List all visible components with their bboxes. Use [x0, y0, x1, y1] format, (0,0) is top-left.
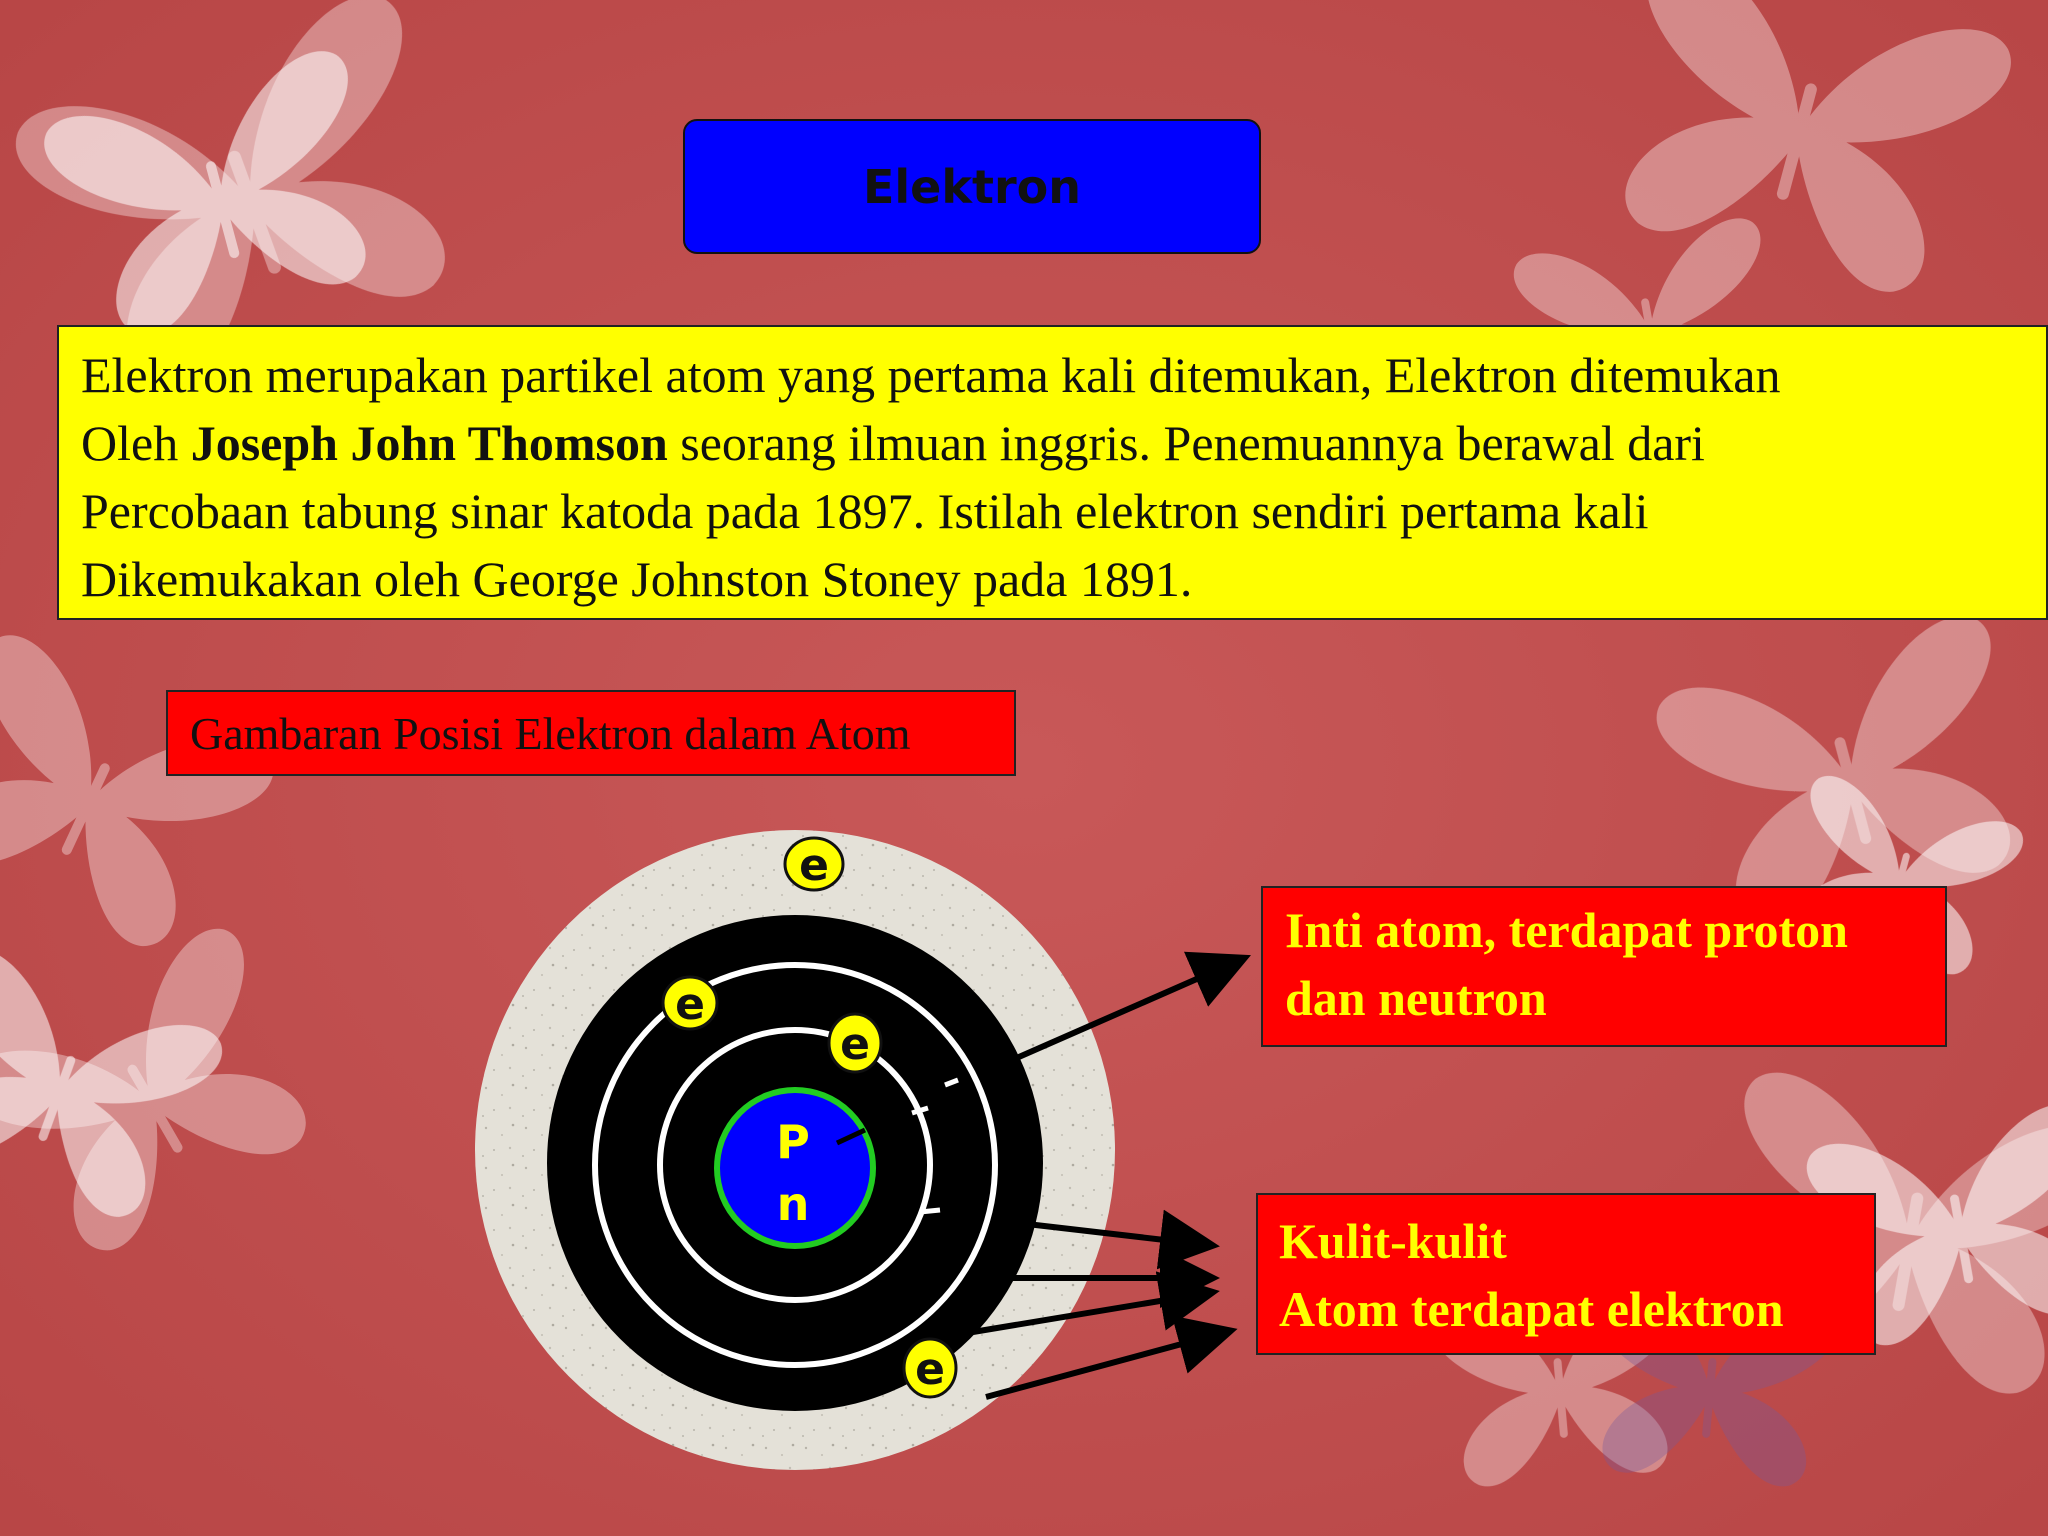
description-line: Elektron merupakan partikel atom yang pertama kali ditemukan, Elektron ditemukan: [81, 347, 1781, 403]
nucleus-proton-label: P: [776, 1115, 810, 1169]
shells-label-box: [1256, 1193, 1876, 1355]
description-line: Dikemukakan oleh George Johnston Stoney pada 1891.: [81, 551, 1193, 607]
shells-label-line: Kulit-kulit: [1279, 1213, 1507, 1269]
slide-title-text: Elektron: [862, 159, 1081, 214]
svg-text:e: e: [675, 979, 705, 1030]
scientist-name: Joseph John Thomson: [190, 415, 668, 471]
nucleus-label-box: [1261, 886, 1947, 1047]
shells-label-line: Atom terdapat elektron: [1279, 1281, 1784, 1337]
description-line: Percobaan tabung sinar katoda pada 1897. Istilah elektron sendiri pertama kali: [81, 483, 1649, 539]
nucleus-neutron-label: n: [776, 1177, 810, 1231]
svg-text:e: e: [799, 840, 829, 891]
electron: [663, 977, 717, 1030]
svg-text:e: e: [840, 1019, 870, 1070]
pointer-line: [920, 1210, 940, 1212]
nucleus-label-line: Inti atom, terdapat proton: [1285, 902, 1848, 958]
nucleus-label-line: dan neutron: [1285, 970, 1547, 1026]
diagram-caption-text: Gambaran Posisi Elektron dalam Atom: [190, 707, 911, 759]
electron: [829, 1014, 881, 1072]
svg-text:e: e: [915, 1344, 945, 1395]
electron: [785, 838, 843, 891]
electron: [904, 1339, 956, 1397]
description-line: Oleh Joseph John Thomson seorang ilmuan inggris. Penemuannya berawal dari: [81, 415, 1705, 471]
